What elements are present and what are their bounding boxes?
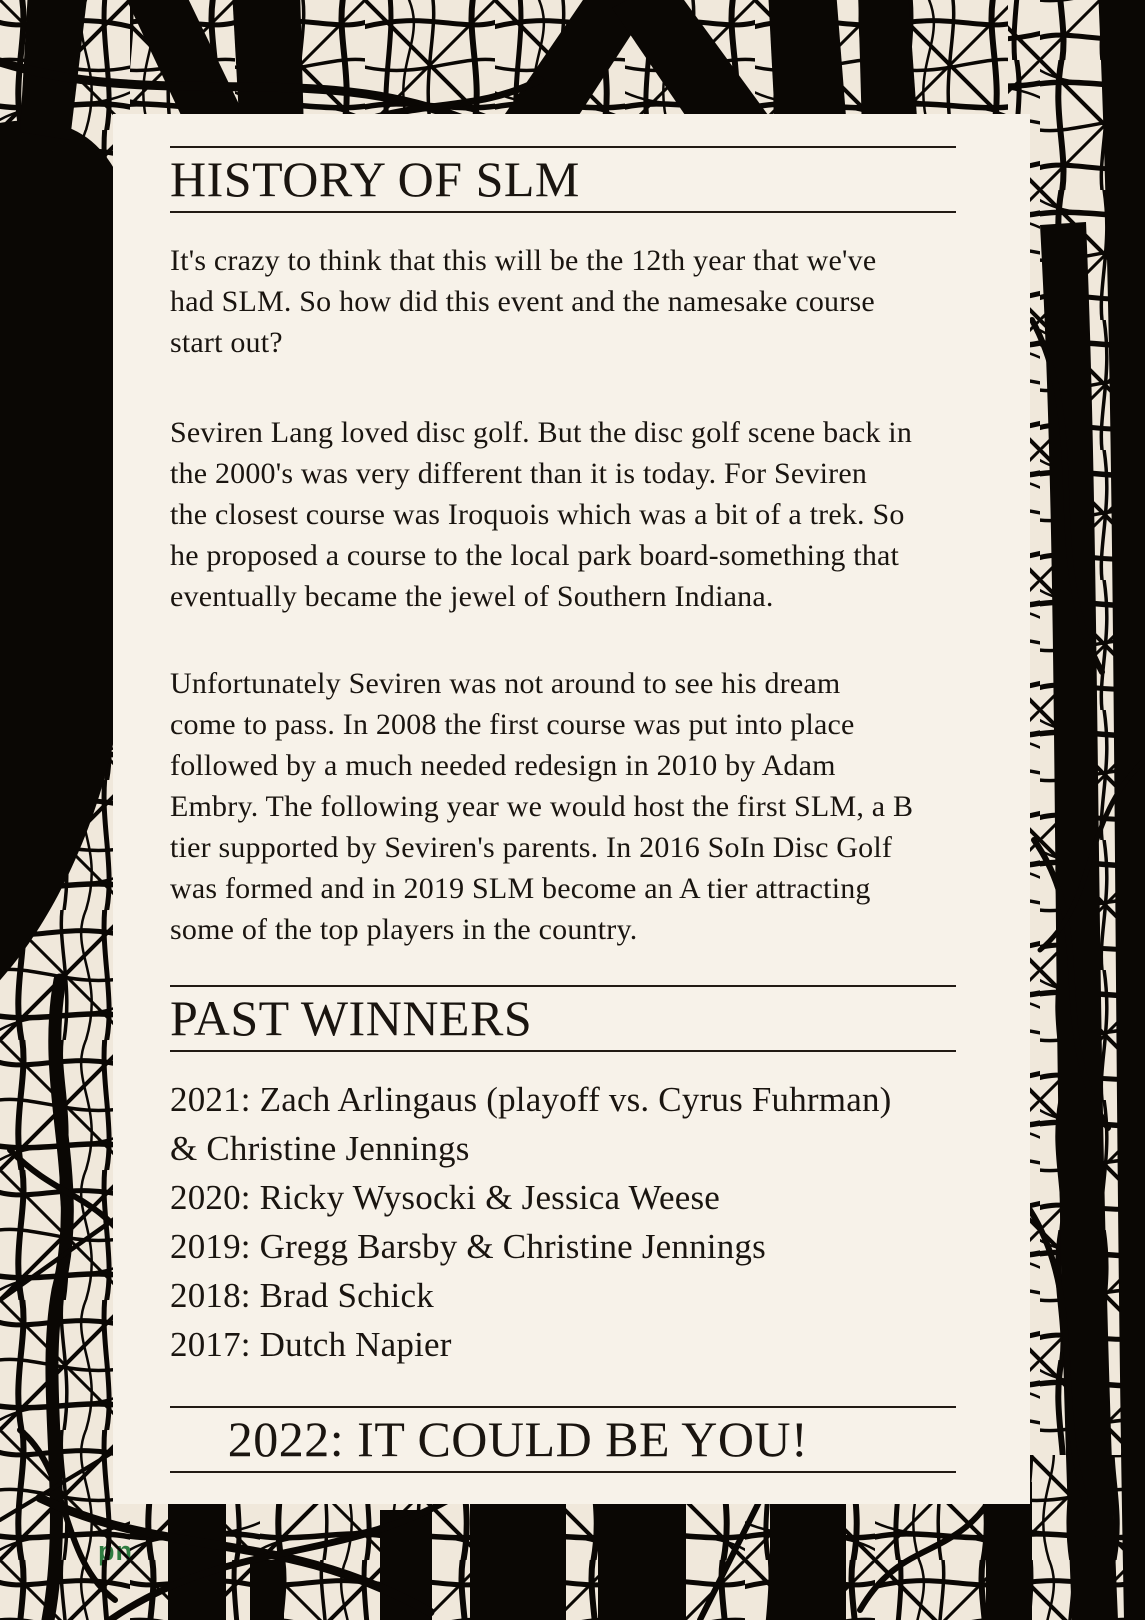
- history-paragraph-2: Seviren Lang loved disc golf. But the disc golf scene back in the 2000's was very different than it is today. For Seviren the closest course was Iroquois which was a bit of a trek. So he proposed a course to the local park board-something that eventually became the jewel of Southern Indiana.: [170, 416, 913, 613]
- divider-line: [170, 211, 956, 213]
- winner-entry-2020: 2020: Ricky Wysocki & Jessica Weese: [170, 1178, 720, 1217]
- winner-entry-2019: 2019: Gregg Barsby & Christine Jennings: [170, 1227, 766, 1266]
- divider-line: [170, 1050, 956, 1052]
- winner-entry-2018: 2018: Brad Schick: [170, 1276, 434, 1315]
- winner-entry-2021: 2021: Zach Arlingaus (playoff vs. Cyrus Fuhrman) & Christine Jennings: [170, 1080, 892, 1168]
- history-paragraph-1: It's crazy to think that this will be the 12th year that we've had SLM. So how did this event and the namesake course start out?: [170, 244, 877, 359]
- divider-line: [170, 1471, 956, 1473]
- past-winners-section-title: PAST WINNERS: [170, 990, 533, 1046]
- pn-watermark: pn: [98, 1536, 133, 1566]
- winner-entry-2017: 2017: Dutch Napier: [170, 1325, 452, 1364]
- history-paragraph-3: Unfortunately Seviren was not around to see his dream come to pass. In 2008 the first course was put into place followed by a much needed redesign in 2010 by Adam Embry. The following year we would host the first SLM, a B tier supported by Seviren's parents. In 2016 SoIn Disc Golf was formed and in 2019 SLM become an A tier attracting some of the top players in the country.: [170, 667, 914, 946]
- content-panel: [113, 114, 1030, 1504]
- cta-title: 2022: IT COULD BE YOU!: [227, 1411, 809, 1467]
- past-winners-list: [170, 1075, 956, 1369]
- history-section-title: HISTORY OF SLM: [170, 151, 580, 207]
